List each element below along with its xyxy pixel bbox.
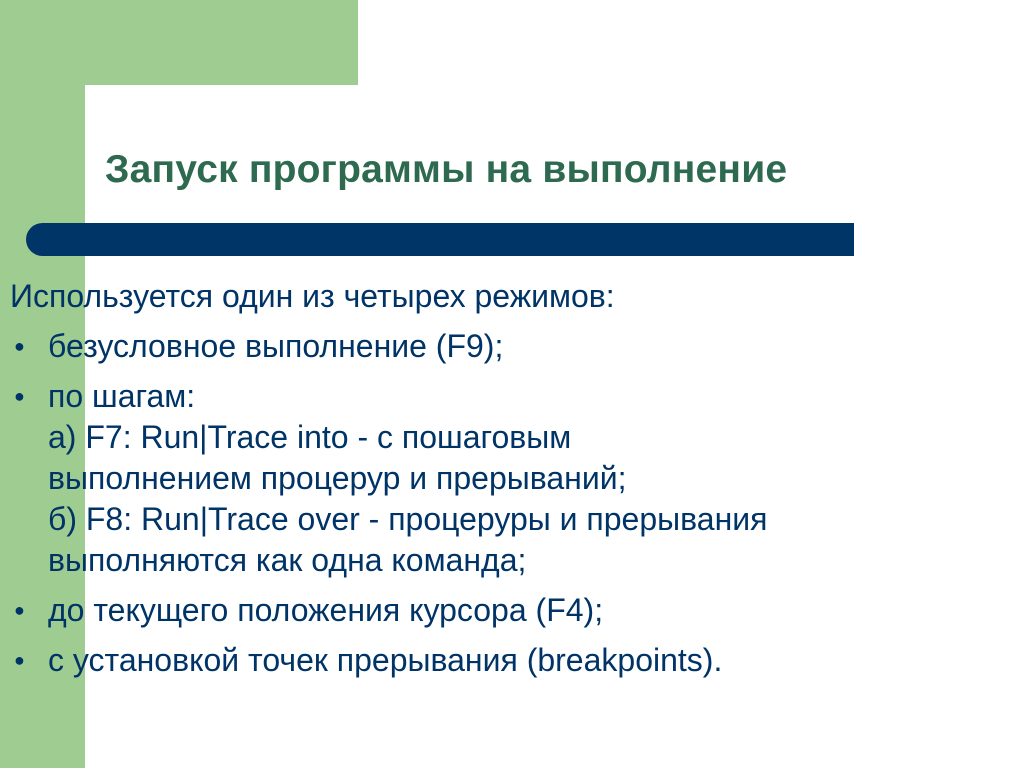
bullet-subline: выполняются как одна команда; (48, 542, 527, 578)
bullet-item (10, 326, 1010, 367)
intro-text: Используется один из четырех режимов: (10, 278, 615, 314)
bullet-icon: ● (14, 336, 25, 356)
bullet-icon: ● (14, 650, 25, 670)
slide-body (10, 276, 1010, 690)
bullet-item (10, 376, 1010, 581)
bullet-text: безусловное выполнение (F9); (48, 328, 504, 364)
bullet-icon: ● (14, 386, 25, 406)
slide-title: Запуск программы на выполнение (105, 148, 788, 191)
bullet-item (10, 640, 1010, 681)
title-underline-bar (26, 223, 854, 256)
bullet-icon: ● (14, 600, 25, 620)
bullet-subline: б) F8: Run|Trace over - процеруры и прерывания (48, 501, 768, 537)
bullet-text: с установкой точек прерывания (breakpoints). (48, 642, 723, 678)
bullet-subline: а) F7: Run|Trace into - с пошаговым (48, 419, 572, 455)
bullet-text: по шагам: (48, 378, 196, 414)
bullet-text: до текущего положения курсора (F4); (48, 592, 604, 628)
bullet-item (10, 590, 1010, 631)
bullet-subline: выполнением процерур и прерываний; (48, 460, 627, 496)
